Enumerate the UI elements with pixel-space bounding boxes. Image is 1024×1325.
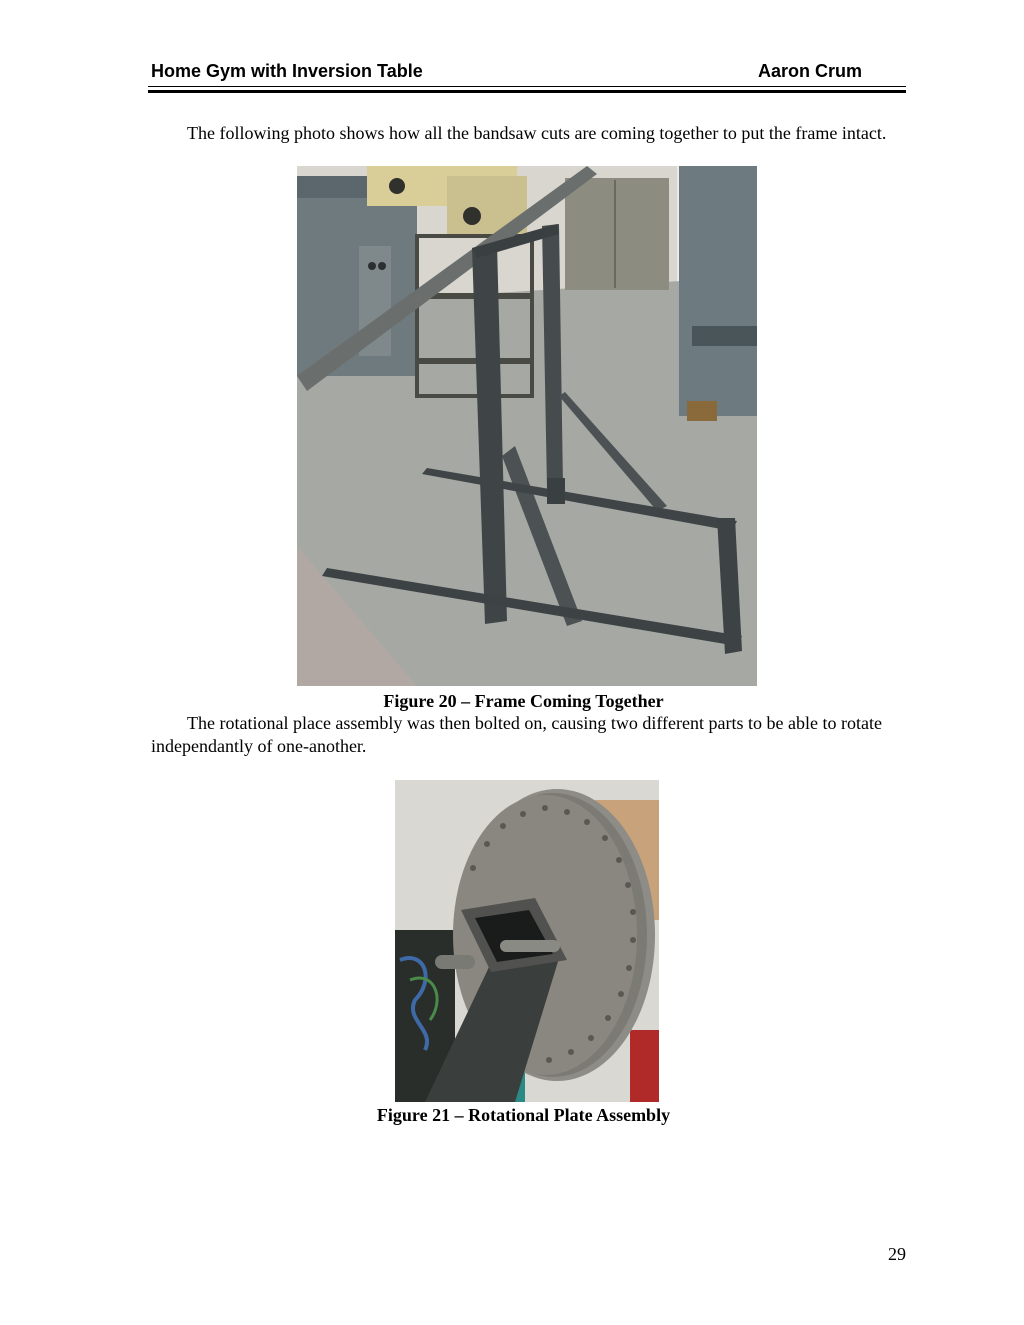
figure-21-caption: Figure 21 – Rotational Plate Assembly xyxy=(376,1105,671,1125)
paragraph-1-text: The following photo shows how all the bandsaw cuts are coming together to put the frame intact. xyxy=(187,123,887,143)
header-author: Aaron Crum xyxy=(758,61,863,81)
figure-21-photo xyxy=(395,780,659,1102)
page-number: 29 xyxy=(888,1244,906,1264)
running-header xyxy=(148,60,906,86)
paragraph-2-text: The rotational place assembly was then bolted on, causing two different parts to be able to rotate independantly of one-another. xyxy=(151,713,882,756)
header-rule-thick xyxy=(148,90,906,93)
figure-20-caption: Figure 20 – Frame Coming Together xyxy=(383,691,664,711)
figure-20-photo xyxy=(297,166,757,686)
paragraph-rotational xyxy=(151,712,896,758)
rotational-plate-illustration xyxy=(395,780,659,1102)
header-title: Home Gym with Inversion Table xyxy=(151,61,423,81)
header-rule-thin xyxy=(148,86,906,87)
paragraph-intro xyxy=(151,122,896,145)
frame-photo-illustration xyxy=(297,166,757,686)
